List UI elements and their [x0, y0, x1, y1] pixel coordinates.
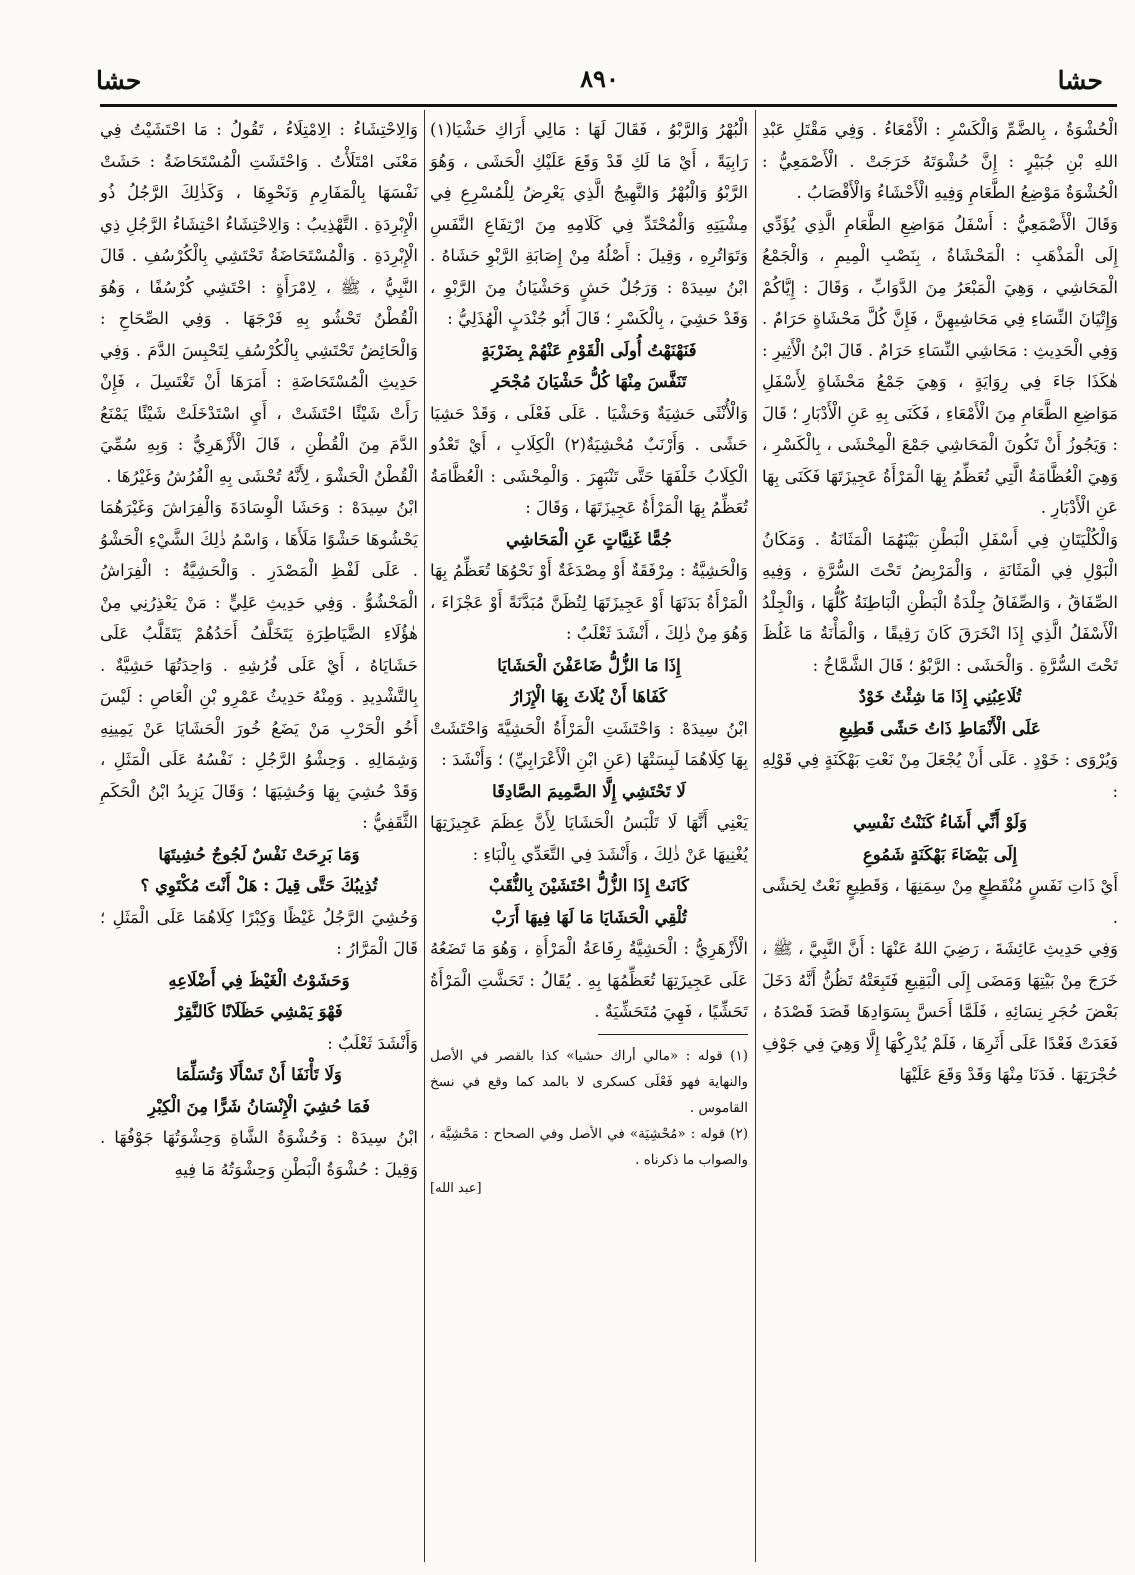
- footnote: (٢) قوله : «مُحْشِيَة» في الأصل وفي الصحاح : مَحْشِيَّة ، والصواب ما ذكرناه .: [430, 1125, 748, 1168]
- text-column-right: [762, 114, 1118, 1554]
- paragraph: ابْنُ سِيدَهْ : وَحُشْوَةُ الشَّاةِ وَحِشْوَتُهَا جَوْفُهَا . وَقِيلَ : حُشْوَةُ الْبَطْنِ وَحِشْوَتُهُ مَا فِيهِ: [100, 1128, 418, 1179]
- verse-line: وَحَشَوْتُ الْغَيْظَ فِي أَضْلَاعِهِ: [168, 970, 350, 990]
- paragraph: وَحُشِيَ الرَّجُلُ غَيْظًا وَكِبْرًا كِلَاهُمَا عَلَى الْمَثَلِ ؛ قَالَ الْمَرَّارُ :: [100, 907, 418, 958]
- verse-line: كَفَاهَا أَنْ يُلَاثَ بِهَا الْإِزَارُ: [510, 687, 668, 706]
- paragraph: ابْنُ سِيدَهْ : وَاحْتَشَتِ الْمَرْأَةُ الْحَشِيَّةَ وَاحْتَشَتْ بِهَا كِلَاهُمَا لَبِسَتْهَا (عَنِ ابْنِ الْأَعْرَابِيِّ) ؛ وَأَنْشَدَ :: [430, 718, 748, 769]
- verse-line: عَلَى الْأَنْمَاطِ ذَاتُ حَشًى قَطِيعِ: [839, 718, 1041, 738]
- column-divider: [755, 110, 756, 1562]
- verse-line: تَنَفَّسَ مِنْهَا كُلُّ حَشْيَانَ مُجْحَرِ: [491, 372, 687, 391]
- verse-line: كَانَتْ إِذَا الزُّلُّ احْتَشَيْنَ بِالنُّقَبْ: [488, 876, 690, 895]
- paragraph: وَالْكُلْيَتَانِ فِي أَسْفَلِ الْبَطْنِ بَيْنَهُمَا الْمَثَانَةُ . وَمَكَانُ الْبَوْلِ فِي الْمَثَانَةِ ، وَالْمَرْبِضُ تَحْتَ السُّرَّةِ ، وَفِيهِ الصِّفَاقُ ، وَالصِّفَاقُ جِلْدَةُ الْبَطْنِ الْبَاطِنَةُ كُلُّهَا ، وَالْجِلْدُ الْأَسْفَلُ الَّذِي إِذَا انْخَرَقَ كَانَ رَقِيقًا ، وَالْمَأْنَةُ مَا غَلُظَ تَحْتَ السُّرَّةِ . وَالْحَشَى : الرَّبْوُ ؛ قَالَ الشَّمَّاخُ :: [762, 529, 1118, 675]
- paragraph: الْأَزْهَرِيُّ : الْحَشِيَّةُ رِفَاعَةُ الْمَرْأَةِ ، وَهُوَ مَا تَضَعُهُ عَلَى عَجِيزَتِهَا تُعَظِّمُهَا بِهِ . يُقَالُ : تَحَشَّتِ الْمَرْأَةُ تَحَشِّيًا ، فَهِيَ مُتَحَشِّيَةٌ .: [430, 939, 748, 1021]
- verse-line: تُلْقِي الْحَشَايَا مَا لَهَا فِيهَا أَرَبْ: [491, 907, 687, 927]
- footnote-rule: [598, 1034, 748, 1035]
- text-column-left: [100, 114, 418, 1554]
- paragraph: وَالْحَشِيَّةُ : مِرْفَقَةٌ أَوْ مِصْدَغَةٌ أَوْ نَحْوُهَا تُعَظِّمُ بِهَا الْمَرْأَةُ بَدَنَهَا أَوْ عَجِيزَتَهَا لِتُظَنَّ مُبَدَّنَةً أَوْ عَجْزَاءَ ، وَهُوَ مِنْ ذٰلِكَ ، أَنْشَدَ ثَعْلَبٌ :: [430, 561, 748, 643]
- paragraph: وَالْأُنْثَى حَشِيَةٌ وَحَشْيَا . عَلَى فَعْلَى ، وَقَدْ حَشِيَا حَشًى . وَأَرْنَبٌ مُحْشِيَةٌ(٢) الْكِلَابِ ، أَيْ تَعْدُو الْكِلَابُ خَلْفَهَا حَتَّى تَنْبَهِرَ . وَالْمِحْشَى : الْعُظَّامَةُ تُعَظِّمُ بِهَا الْمَرْأَةُ عَجِيزَتَهَا ، وَقَالَ :: [430, 403, 749, 517]
- verse-line: تُلَاعِبُنِي إِذَا مَا شِئْتُ خَوْدٌ: [858, 687, 1022, 706]
- verse-line: وَلَا تَأْنَفَا أَنْ تَسْأَلَا وَتُسَلِّمَا: [176, 1065, 342, 1084]
- verse-line: لَا تَحْتَشِي إِلَّا الصَّمِيمَ الصَّادِقَا: [492, 781, 686, 801]
- paragraph: وَأَنْشَدَ ثَعْلَبٌ :: [327, 1033, 418, 1053]
- paragraph: الْحُشْوَةُ ، بِالضَّمِّ وَالْكَسْرِ : الْأَمْعَاءُ . وَفِي مَقْتَلِ عَبْدِ اللهِ بْنِ جُبَيْرٍ : إِنَّ حُشْوَتَهُ خَرَجَتْ . الْأَصْمَعِيُّ : الْحُشْوَةُ مَوْضِعُ الطَّعَامِ وَفِيهِ الْأَحْشَاءُ وَالْأَقْصَابُ .: [762, 120, 1118, 202]
- paragraph: وَفِي حَدِيثِ عَائِشَةَ ، رَضِيَ اللهُ عَنْهَا : أَنَّ النَّبِيَّ ، ﷺ ، خَرَجَ مِنْ بَيْتِهَا وَمَضَى إِلَى الْبَقِيعِ فَتَبِعَتْهُ تَظُنُّ أَنَّهُ دَخَلَ بَعْضَ حُجَرِ نِسَائِهِ ، فَلَمَّا أَحَسَّ بِسَوَادِهَا قَصَدَ قَصْدَهُ ، فَعَدَتْ فَعْدًا عَلَى أَثَرِهَا ، فَلَمْ يُدْرِكْهَا إِلَّا وَهِيَ فِي جَوْفِ حُجْرَتِهَا . فَدَنَا مِنْهَا وَقَدْ وَقَعَ عَلَيْهَا: [762, 939, 1118, 1084]
- page-header: [88, 62, 1111, 102]
- verse-line: وَلَوْ أَنِّي أَشَاءُ كَنَنْتُ نَفْسِي: [852, 813, 1028, 832]
- paragraph: ابْنُ سِيدَهْ : وَحَشَا الْوِسَادَةَ وَالْفِرَاشَ وَغَيْرَهُمَا يَحْشُوهَا حَشْوًا مَلَأَهَا ، وَاسْمُ ذٰلِكَ الشَّيْءِ الْحَشْوُ . عَلَى لَفْظِ الْمَصْدَرِ . وَالْحَشِيَّةُ : الْفِرَاشُ الْمَحْشُوُّ . وَفِي حَدِيثِ عَلِيٍّ : مَنْ يَعْذِرُنِي مِنْ هٰؤُلَاءِ الضَّيَاطِرَةِ يَتَخَلَّفُ أَحَدُهُمْ يَتَقَلَّبُ عَلَى حَشَايَاهُ ، أَيْ عَلَى فُرُشِهِ . وَاحِدَتُهَا حَشِيَّةٌ . بِالتَّشْدِيدِ . وَمِنْهُ حَدِيثُ عَمْرِو بْنِ الْعَاصِ : لَيْسَ أَخُو الْحَرْبِ مَنْ يَضَعُ خُورَ الْحَشَايَا عَنْ يَمِينِهِ وَشِمَالِهِ . وَحِشْوُ الرَّجُلِ : نَفْسُهُ عَلَى الْمَثَلِ ، وَقَدْ حُشِيَ بِهَا وَحُشِيَهَا ؛ وَقَالَ يَزِيدُ ابْنُ الْحَكَمِ الثَّقَفِيُّ :: [100, 498, 418, 832]
- editor-signature: [عبد الله]: [430, 1180, 482, 1196]
- running-headword-left: حشا: [96, 66, 142, 95]
- verse-line: إِذَا مَا الزُّلُّ ضَاعَفْنَ الْحَشَايَا: [497, 655, 681, 675]
- verse-line: فَمَا حُشِيَ الْإِنْسَانُ شَرًّا مِنَ الْكِبْرِ: [147, 1096, 371, 1116]
- verse-line: وَمَا بَرِحَتْ نَفْسٌ لَجُوجٌ حُشِيتَهَا: [158, 844, 360, 864]
- paragraph: أَيْ ذَاتِ نَفَسٍ مُنْقَطِعٍ مِنْ سِمَنِهَا ، وَقَطِيعٍ نَعْتٌ لِحَشًى .: [762, 876, 1118, 927]
- text-column-middle: [430, 114, 748, 1554]
- column-divider: [424, 110, 425, 1562]
- running-headword-right: حشا: [1057, 66, 1103, 95]
- paragraph: يَعْنِي أَنَّهَا لَا تَلْبَسُ الْحَشَايَا لِأَنَّ عِظَمَ عَجِيزَتِهَا يُغْنِيهَا عَنْ ذٰلِكَ ، وَأَنْشَدَ فِي التَّعَدِّي بِالْبَاءِ :: [430, 813, 748, 864]
- verse-line: تُذِيبُكَ حَتَّى قِيلَ : هَلْ أَنْتَ مُكْتَوِي ؟: [140, 876, 378, 895]
- paragraph: وَالِاحْتِشَاءُ : الِامْتِلَاءُ ، تَقُولُ : مَا احْتَشَيْتُ فِي مَعْنَى امْتَلَأْتُ . وَاحْتَشَتِ الْمُسْتَحَاضَةُ : حَشَتْ نَفْسَهَا بِالْمَفَارِمِ وَنَحْوِهَا ، وَكَذٰلِكَ الرَّجُلُ ذُو الْإِبْرِدَةِ . التَّهْذِيبُ : وَالِاحْتِشَاءُ احْتِشَاءُ الرَّجُلِ ذِي الْإِبْرِدَةِ . وَالْمُسْتَحَاضَةُ تَحْتَشِي بِالْكُرْسُفِ . قَالَ النَّبِيُّ ، ﷺ ، لِامْرَأَةٍ : احْتَشِي كُرْسُفًا ، وَهُوَ الْقُطْنُ تَحْشُو بِهِ فَرْجَهَا . وَفِي الصِّحَاحِ : وَالْحَائِضُ تَحْتَشِي بِالْكُرْسُفِ لِتَحْبِسَ الدَّمَ . وَفِي حَدِيثِ الْمُسْتَحَاضَةِ : أَمَرَهَا أَنْ تَغْتَسِلَ ، فَإِنْ رَأَتْ شَيْئًا احْتَشَتْ ، أَيِ اسْتَدْخَلَتْ شَيْئًا يَمْنَعُ الدَّمَ مِنَ الْقُطْنِ ، قَالَ الْأَزْهَرِيُّ : وَبِهِ سُمِّيَ الْقُطْنُ الْحَشْوَ ، لِأَنَّهُ تُحْشَى بِهِ الْفُرُشُ وَغَيْرُهَا .: [100, 120, 418, 486]
- verse-line: جُمًّا غَنِيَّاتٍ عَنِ الْمَحَاشِي: [506, 529, 672, 549]
- verse-line: إِلَى بَيْضَاءَ بَهْكَنَةٍ شَمُوعِ: [862, 844, 1018, 864]
- footnote: (١) قوله : «مالي أراك حشيا» كذا بالقصر في الأصل والنهاية فهو فَعْلَى كسكرى لا بالمد كما وقع في نسخ القاموس .: [430, 1047, 748, 1116]
- verse-line: فَنَهْنَهْتُ أُولَى الْقَوْمِ عَنْهُمْ بِضَرْبَةٍ: [481, 340, 697, 360]
- paragraph: وَيُرْوَى : خَوْدٍ . عَلَى أَنْ يُجْعَلَ مِنْ نَعْتِ بَهْكَنَةٍ فِي قَوْلِهِ :: [762, 750, 1118, 801]
- paragraph: وَقَالَ الْأَصْمَعِيُّ : أَسْفَلُ مَوَاضِعِ الطَّعَامِ الَّذِي يُؤَدِّي إِلَى الْمَذْهَبِ : الْمَحْشَاةُ ، بِنَصْبِ الْمِيمِ ، وَالْجَمْعُ الْمَحَاشِي ، وَهِيَ الْمَبْعَرُ مِنَ الدَّوَابِّ ، وَقَالَ : إِيَّاكُمْ وَإِتْيَانَ النِّسَاءِ فِي مَحَاشِيهِنَّ ، فَإِنَّ كُلَّ مَحْشَاةٍ حَرَامٌ . وَفِي الْحَدِيثِ : مَحَاشِي النِّسَاءِ حَرَامٌ . قَالَ ابْنُ الْأَثِيرِ : هٰكَذَا جَاءَ فِي رِوَايَةٍ ، وَهِيَ جَمْعُ مَحْشَاةٍ لِأَسْفَلِ مَوَاضِعِ الطَّعَامِ مِنَ الْأَمْعَاءِ ، فَكَنَى بِهِ عَنِ الْأَدْبَارِ ؛ قَالَ : وَيَجُوزُ أَنْ تَكُونَ الْمَحَاشِي جَمْعَ الْمِحْشَى ، بِالْكَسْرِ ، وَهِيَ الْعُظَّامَةُ الَّتِي تُعَظِّمُ بِهَا الْمَرْأَةُ عَجِيزَتَهَا فَكَنَى بِهَا عَنِ الْأَدْبَارِ .: [762, 214, 1118, 517]
- paragraph: الْبُهْرُ وَالرَّبْوُ ، فَقَالَ لَهَا : مَالِي أَرَاكِ حَشْيَا(١) رَابِيَةً ، أَيْ مَا لَكِ قَدْ وَقَعَ عَلَيْكِ الْحَشَى ، وَهُوَ الرَّبْوُ وَالْبُهْرُ وَالنَّهِيجُ الَّذِي يَعْرِضُ لِلْمُسْرِعِ فِي مِشْيَتِهِ وَالْمُحْتَدِّ فِي كَلَامِهِ مِنَ ارْتِفَاعِ النَّفَسِ وَتَوَاتُرِهِ ، وَقِيلَ : أَصْلُهُ مِنْ إِصَابَةِ الرَّبْوِ حَشَاهُ . ابْنُ سِيدَهْ : وَرَجُلٌ حَشٍ وَحَشْيَانُ مِنَ الرَّبْوِ ، وَقَدْ حَشِيَ ، بِالْكَسْرِ ؛ قَالَ أَبُو جُنْدَبٍ الْهُذَلِيُّ :: [430, 120, 748, 328]
- page-number: ٨٩٠: [580, 64, 619, 93]
- verse-line: فَهْوَ يَمْشِي حَظَلَانًا كَالنَّقِرْ: [175, 1002, 343, 1021]
- header-rule: [100, 104, 1117, 107]
